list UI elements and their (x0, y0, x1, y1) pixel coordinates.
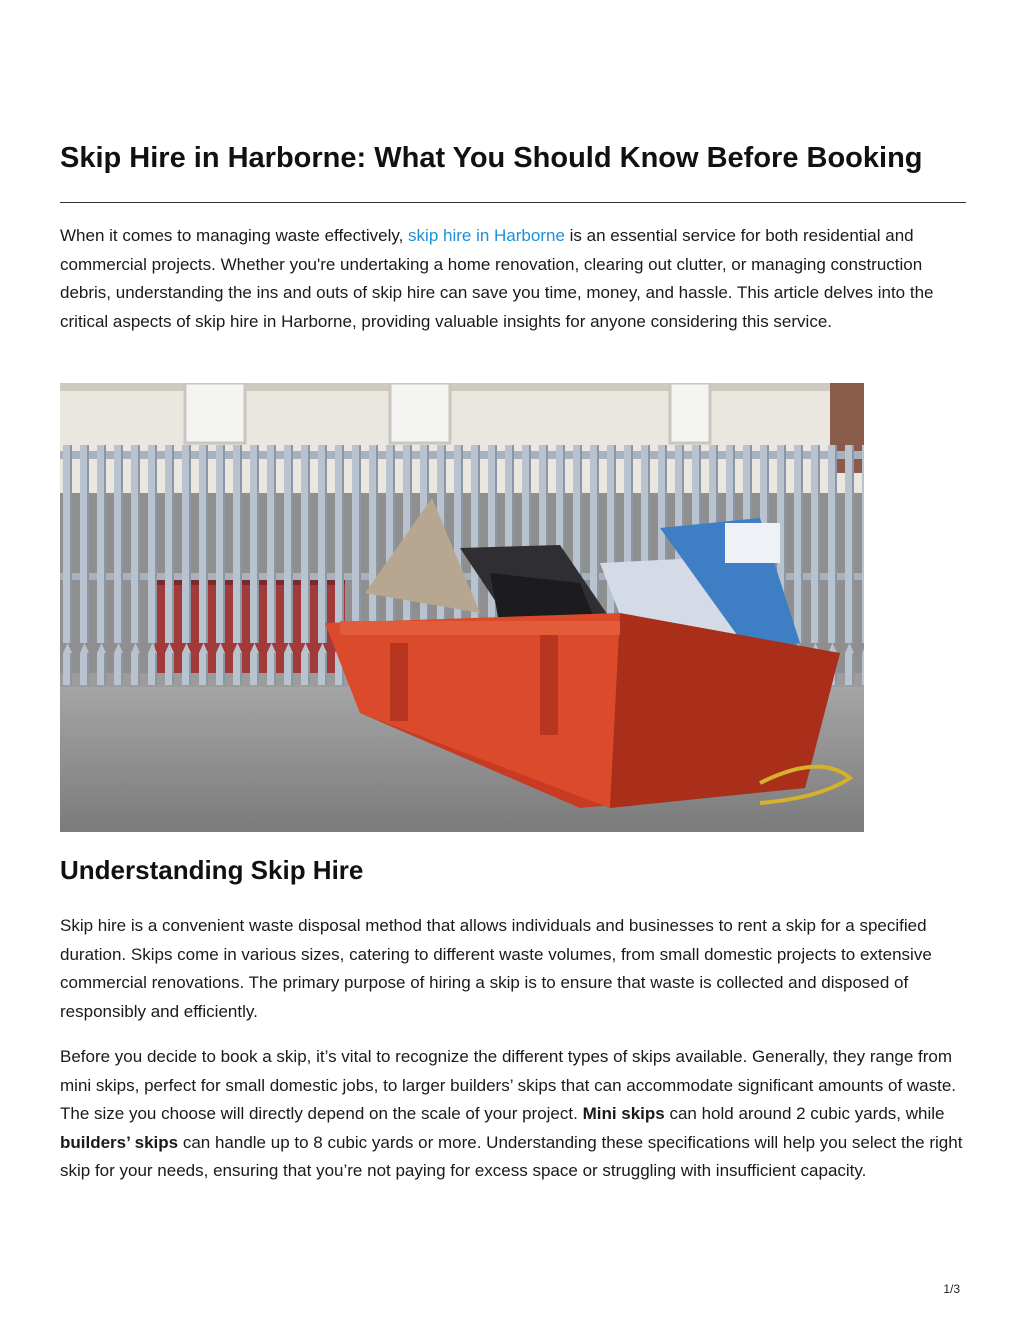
section-paragraph-1: Skip hire is a convenient waste disposal method that allows individuals and businesses to rent a skip for a specified duration. Skips come in various sizes, catering to different waste volumes, from small domestic projects to extensive commercial renovations. The primary purpose of hiring a skip is to ensure that waste is collected and disposed of responsibly and efficiently. (60, 916, 932, 1021)
intro-text-before: When it comes to managing waste effectively, (60, 226, 409, 245)
intro-text-after: is an essential service for both residential and commercial projects. Whether you're undertaking a home renovation, clearing out clutter, or managing construction debris, understanding the ins and outs of skip hire can save you time, money, and hassle. This article delves into the critical aspects of skip hire in Harborne, providing valuable insights for anyone considering this service. (60, 226, 934, 331)
page-title: Skip Hire in Harborne: What You Should Know Before Booking (60, 142, 923, 174)
page-number: 1/3 (943, 1282, 960, 1296)
para2-text-a: Before you decide to book a skip, it’s vital to recognize the different types of skips available. Generally, they range from mini skips, perfect for small domestic jobs, to larger builders’ skips that can accommodate significant amounts of waste. The size you choose will directly depend on the scale of your project. (60, 1047, 957, 1123)
section-heading-understanding-skip-hire: Understanding Skip Hire (60, 855, 364, 885)
builders-skips-bold: builders’ skips (60, 1132, 179, 1152)
skip-hire-harborne-link[interactable]: skip hire in Harborne (408, 226, 565, 245)
mini-skips-bold: Mini skips (582, 1104, 665, 1123)
para2-text-c: can handle up to 8 cubic yards or more. Understanding these specifications will help you select the right skip for your needs, ensuring that you’re not paying for excess space or struggling with insufficient capacity. (60, 1132, 963, 1180)
title-divider (60, 202, 966, 203)
intro-paragraph (60, 222, 966, 336)
section-paragraph-2 (60, 1043, 966, 1186)
skip-photo (60, 383, 864, 832)
para2-text-b: can hold around 2 cubic yards, while (664, 1104, 945, 1123)
